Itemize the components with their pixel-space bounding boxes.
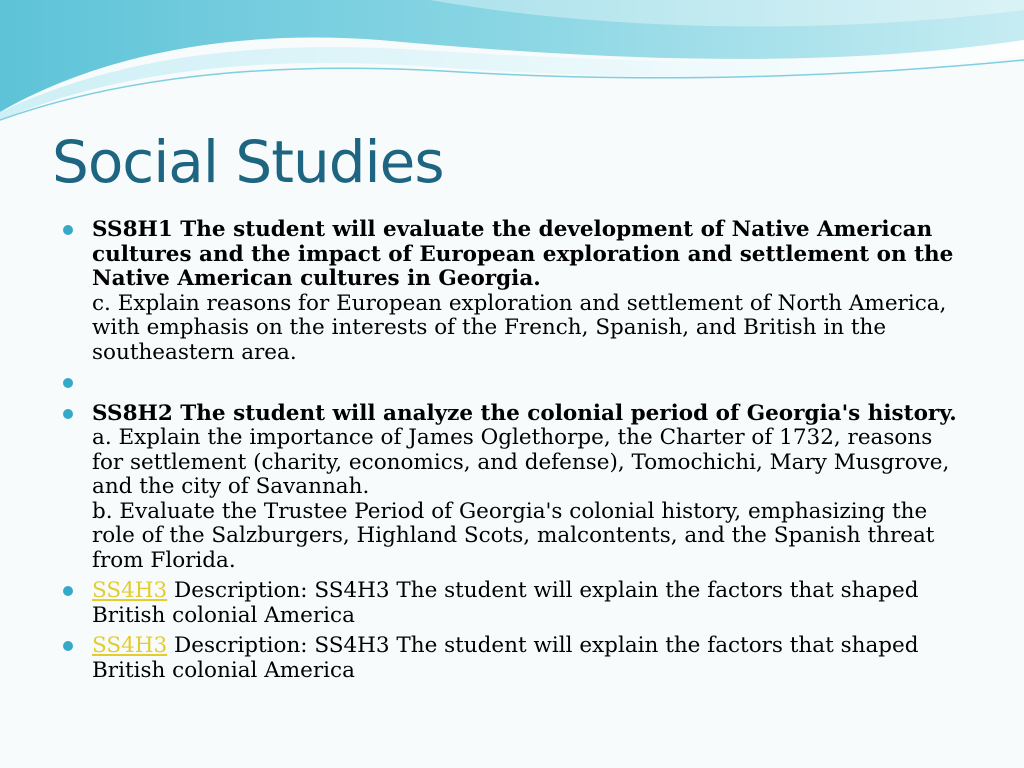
- bullet-dot-icon: [63, 378, 73, 388]
- bullet-item-ss8h2: [60, 402, 960, 574]
- bullet-dot-icon: [63, 409, 73, 419]
- header-wave-decoration: [0, 0, 1024, 130]
- bullet-text: Description: SS4H3 The student will explain the factors that shaped British colonial America: [92, 633, 919, 683]
- bullet-text: Description: SS4H3 The student will explain the factors that shaped British colonial America: [92, 578, 919, 628]
- bullet-text: c. Explain reasons for European exploration and settlement of North America, with emphasis on the interests of the French, Spanish, and British in the southeastern area.: [92, 290, 947, 365]
- bullet-item-ss4h3-1: [60, 579, 960, 628]
- slide-title: Social Studies: [52, 128, 444, 196]
- bullet-item-empty: [60, 371, 960, 396]
- ss4h3-link[interactable]: SS4H3: [92, 578, 168, 603]
- bullet-text: b. Evaluate the Trustee Period of Georgia's colonial history, emphasizing the role of the Salzburgers, Highland Scots, malcontents, and the Spanish threat from Florida.: [92, 498, 935, 573]
- bullet-dot-icon: [63, 586, 73, 596]
- empty-line: [92, 371, 960, 396]
- bullet-heading: SS8H1 The student will evaluate the development of Native American cultures and the impact of European exploration and settlement on the Native American cultures in Georgia.: [92, 217, 954, 291]
- bullet-text: a. Explain the importance of James Oglethorpe, the Charter of 1732, reasons for settlement (charity, economics, and defense), Tomochichi, Mary Musgrove, and the city of Savannah.: [92, 425, 950, 499]
- bullet-dot-icon: [63, 641, 73, 651]
- ss4h3-link[interactable]: SS4H3: [92, 633, 168, 658]
- bullet-list: [60, 218, 960, 689]
- bullet-item-ss4h3-2: [60, 634, 960, 683]
- bullet-heading: SS8H2 The student will analyze the colonial period of Georgia's history.: [92, 400, 957, 426]
- bullet-dot-icon: [63, 225, 73, 235]
- bullet-item-ss8h1: [60, 218, 960, 365]
